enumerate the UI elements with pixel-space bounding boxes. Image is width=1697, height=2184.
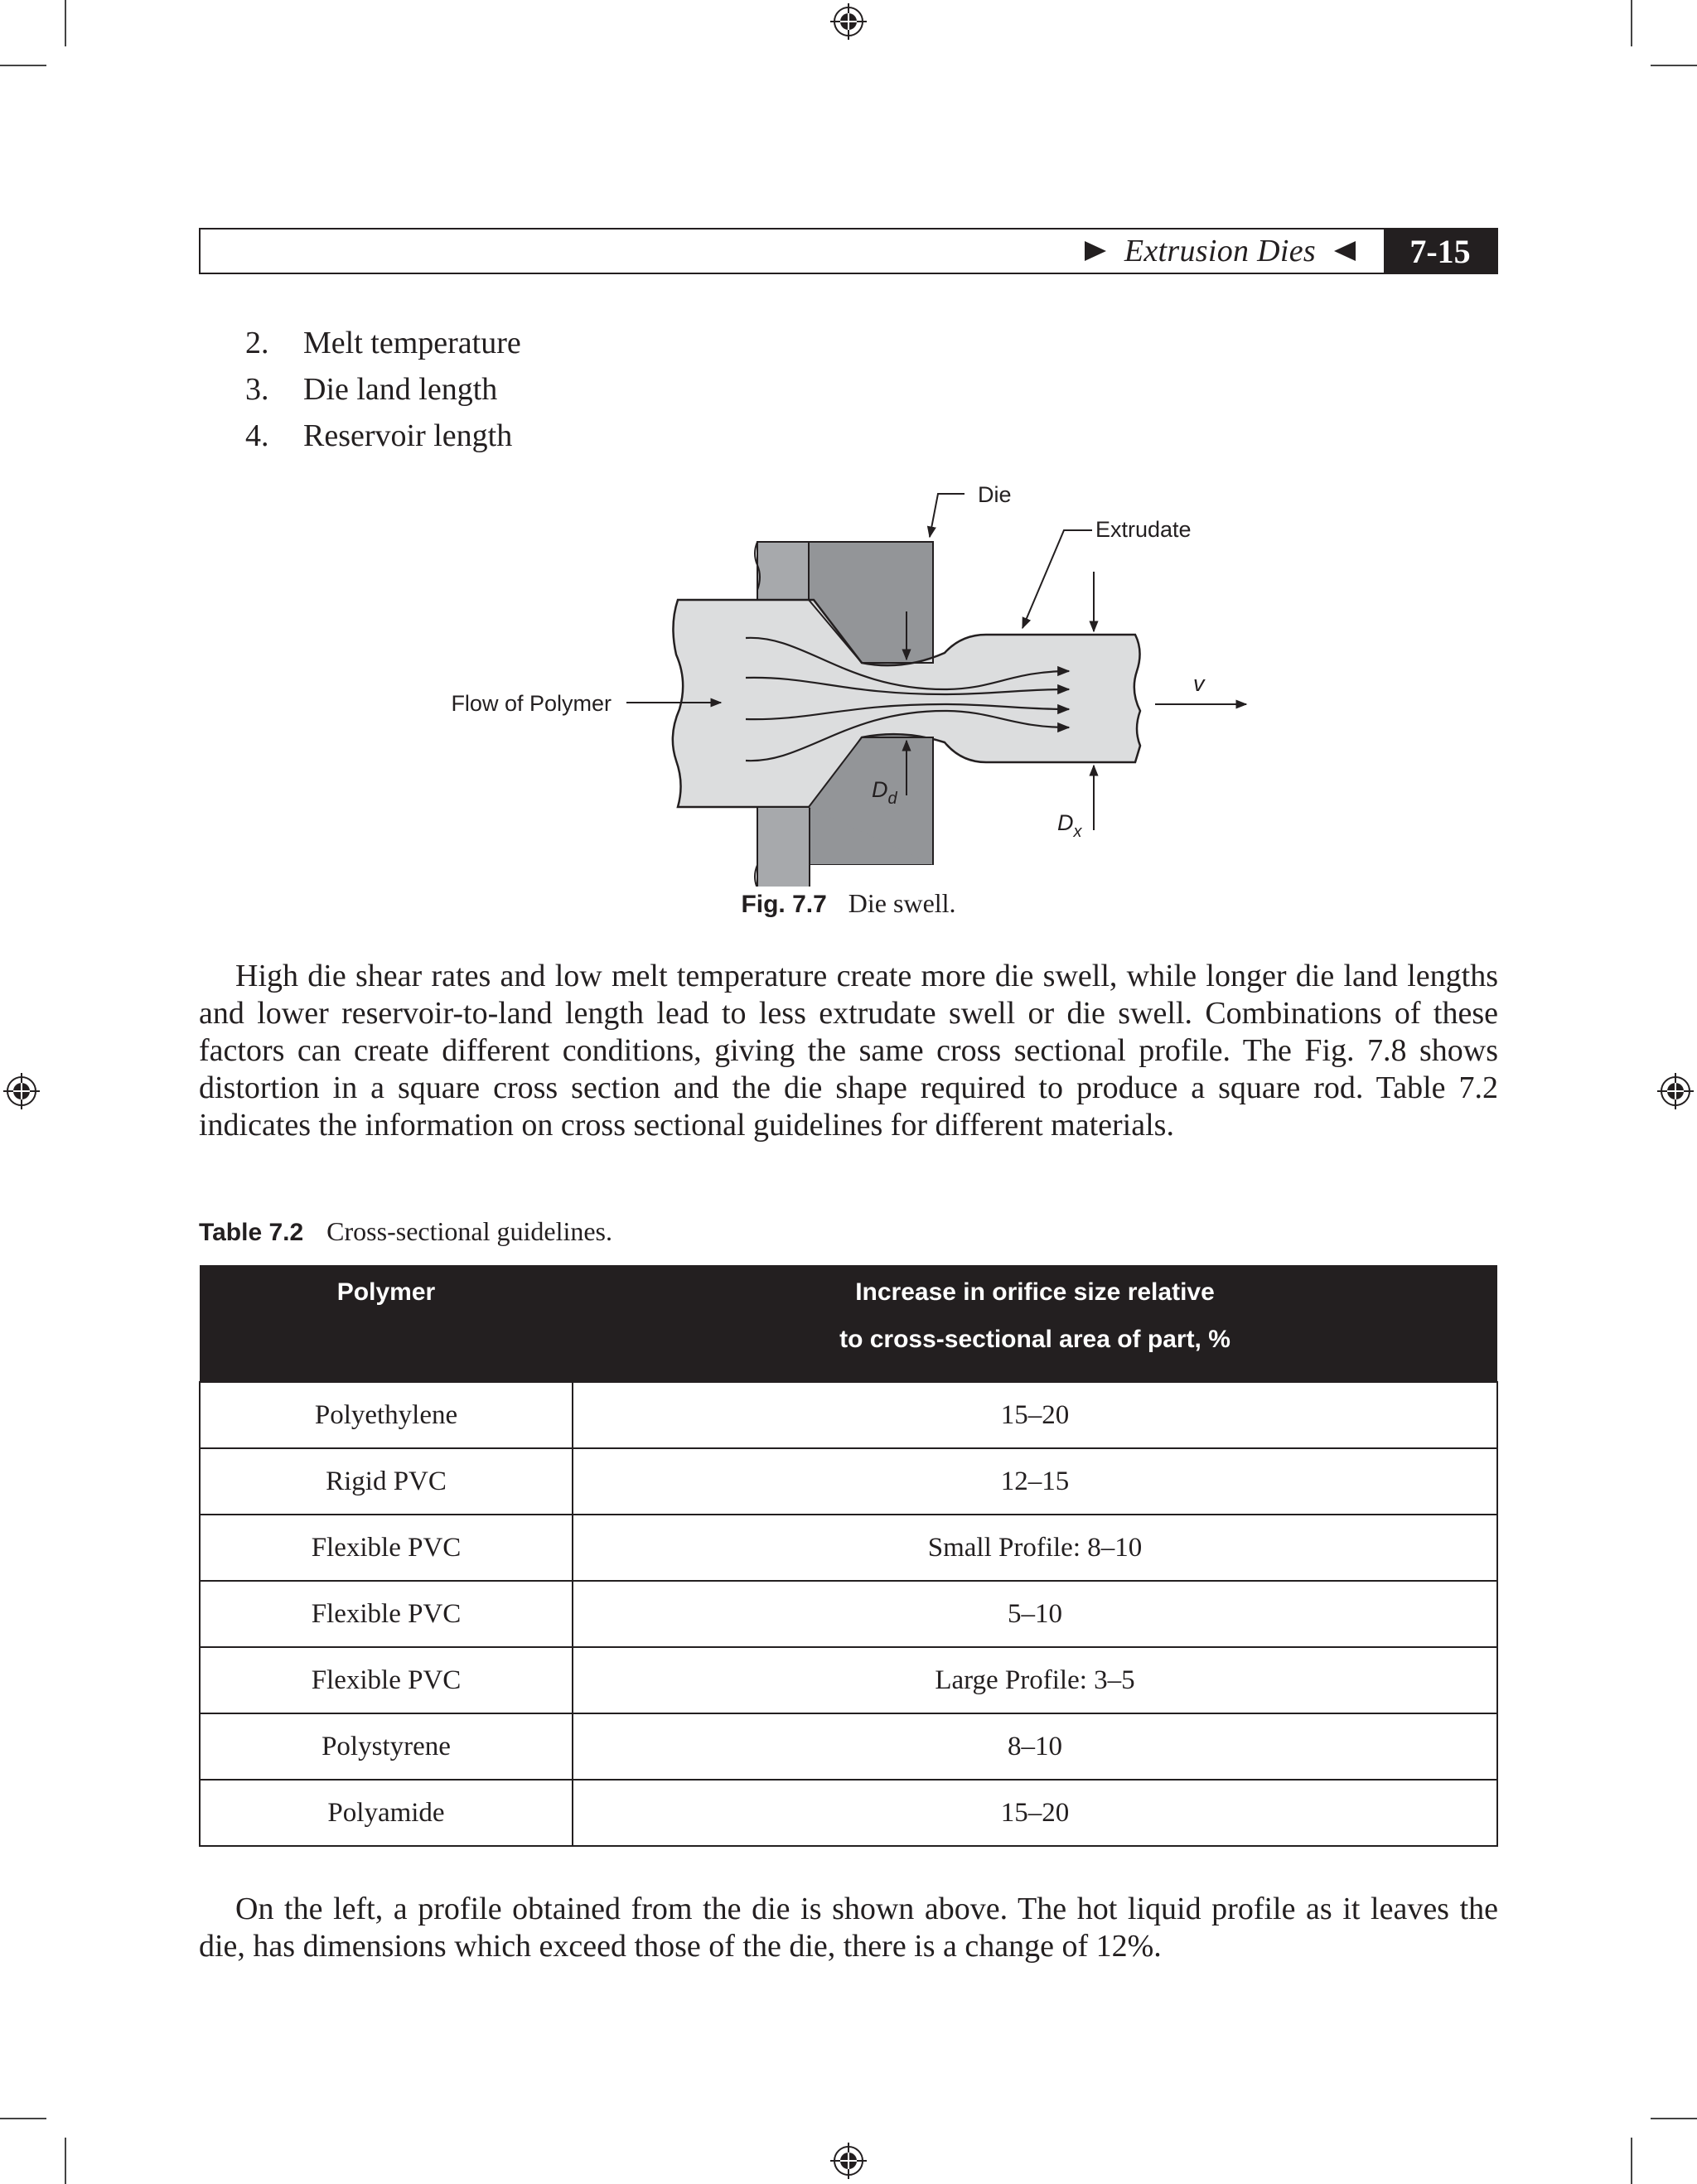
table-row bbox=[200, 1647, 1497, 1713]
running-header bbox=[199, 228, 1498, 274]
figure-caption-label: Fig. 7.7 bbox=[741, 891, 827, 918]
table-cell-value: 12–15 bbox=[573, 1448, 1497, 1515]
die-label: Die bbox=[978, 482, 1012, 507]
die-leader-line bbox=[930, 494, 965, 537]
table-header-row bbox=[200, 1265, 1497, 1382]
header-title: Extrusion Dies bbox=[1124, 234, 1316, 268]
table-cell-value: 15–20 bbox=[573, 1382, 1497, 1448]
guidelines-table bbox=[199, 1265, 1498, 1847]
crop-mark bbox=[0, 2118, 46, 2119]
triangle-right-icon bbox=[1085, 241, 1106, 261]
extrudate-label: Extrudate bbox=[1095, 517, 1192, 542]
list-item bbox=[245, 324, 521, 362]
table-cell-value: Small Profile: 8–10 bbox=[573, 1515, 1497, 1581]
triangle-left-icon bbox=[1334, 241, 1356, 261]
table-row bbox=[200, 1581, 1497, 1647]
table-cell-value: 15–20 bbox=[573, 1780, 1497, 1846]
list-item bbox=[245, 370, 497, 408]
list-item bbox=[245, 417, 512, 455]
list-item-text: Melt temperature bbox=[303, 326, 521, 360]
list-item-number: 4. bbox=[245, 418, 269, 453]
table-cell-value: 8–10 bbox=[573, 1713, 1497, 1780]
die-swell-diagram bbox=[414, 472, 1284, 887]
body-paragraph: High die shear rates and low melt temperature create more die swell, while longer die land lengths and lower reservoir-to-land length lead to less extrudate swell or die swell. Combinations of these factors can create different conditions, giving the same cross sectional profile. The Fig. 7.8 shows distortion in a square cross section and the die shape required to produce a square rod. Table 7.2 indicates the information on cross sectional guidelines for different materials. bbox=[199, 959, 1498, 1143]
table-cell-polymer: Polystyrene bbox=[200, 1713, 573, 1780]
list-item-text: Die land length bbox=[303, 372, 498, 407]
page-number: 7-15 bbox=[1384, 228, 1496, 274]
table-cell-polymer: Flexible PVC bbox=[200, 1581, 573, 1647]
list-item-number: 3. bbox=[245, 372, 269, 407]
crop-mark bbox=[1631, 0, 1632, 46]
table-cell-polymer: Flexible PVC bbox=[200, 1515, 573, 1581]
table-caption-label: Table 7.2 bbox=[199, 1219, 304, 1246]
registration-mark-icon bbox=[830, 3, 867, 40]
table-caption bbox=[199, 1216, 612, 1247]
crop-mark bbox=[1651, 65, 1697, 66]
table-header-increase: Increase in orifice size relative to cross-sectional area of part, % bbox=[573, 1265, 1497, 1382]
table-row bbox=[200, 1515, 1497, 1581]
dd-label: $D_d$ bbox=[872, 777, 897, 808]
table-cell-polymer: Polyethylene bbox=[200, 1382, 573, 1448]
crop-mark bbox=[65, 2138, 66, 2184]
crop-mark bbox=[65, 0, 66, 46]
table-cell-polymer: Flexible PVC bbox=[200, 1647, 573, 1713]
flow-of-polymer-label: Flow of Polymer bbox=[451, 691, 612, 716]
dx-label: $D_x$ bbox=[1057, 810, 1082, 841]
table-caption-text: Cross-sectional guidelines. bbox=[326, 1216, 612, 1246]
table-row bbox=[200, 1780, 1497, 1846]
table-cell-polymer: Rigid PVC bbox=[200, 1448, 573, 1515]
registration-mark-icon bbox=[830, 2143, 867, 2179]
header-title-group bbox=[1085, 230, 1356, 273]
table-row bbox=[200, 1448, 1497, 1515]
table-cell-polymer: Polyamide bbox=[200, 1780, 573, 1846]
list-item-text: Reservoir length bbox=[303, 418, 513, 453]
table-header-polymer: Polymer bbox=[200, 1265, 573, 1382]
closing-paragraph: On the left, a profile obtained from the die is shown above. The hot liquid profile as it leaves the die, has dimensions which exceed those of the die, there is a change of 12%. bbox=[199, 1892, 1498, 1964]
crop-mark bbox=[1631, 2138, 1632, 2184]
registration-mark-icon bbox=[3, 1073, 40, 1109]
velocity-label: v bbox=[1193, 671, 1205, 696]
figure-caption-text: Die swell. bbox=[848, 888, 956, 918]
crop-mark bbox=[0, 65, 46, 66]
list-item-number: 2. bbox=[245, 326, 269, 360]
table-cell-value: Large Profile: 3–5 bbox=[573, 1647, 1497, 1713]
extrudate-leader-line bbox=[1023, 530, 1092, 628]
table-cell-value: 5–10 bbox=[573, 1581, 1497, 1647]
table-row bbox=[200, 1713, 1497, 1780]
registration-mark-icon bbox=[1657, 1073, 1694, 1109]
crop-mark bbox=[1651, 2118, 1697, 2119]
table-row bbox=[200, 1382, 1497, 1448]
figure-caption bbox=[0, 888, 1697, 919]
